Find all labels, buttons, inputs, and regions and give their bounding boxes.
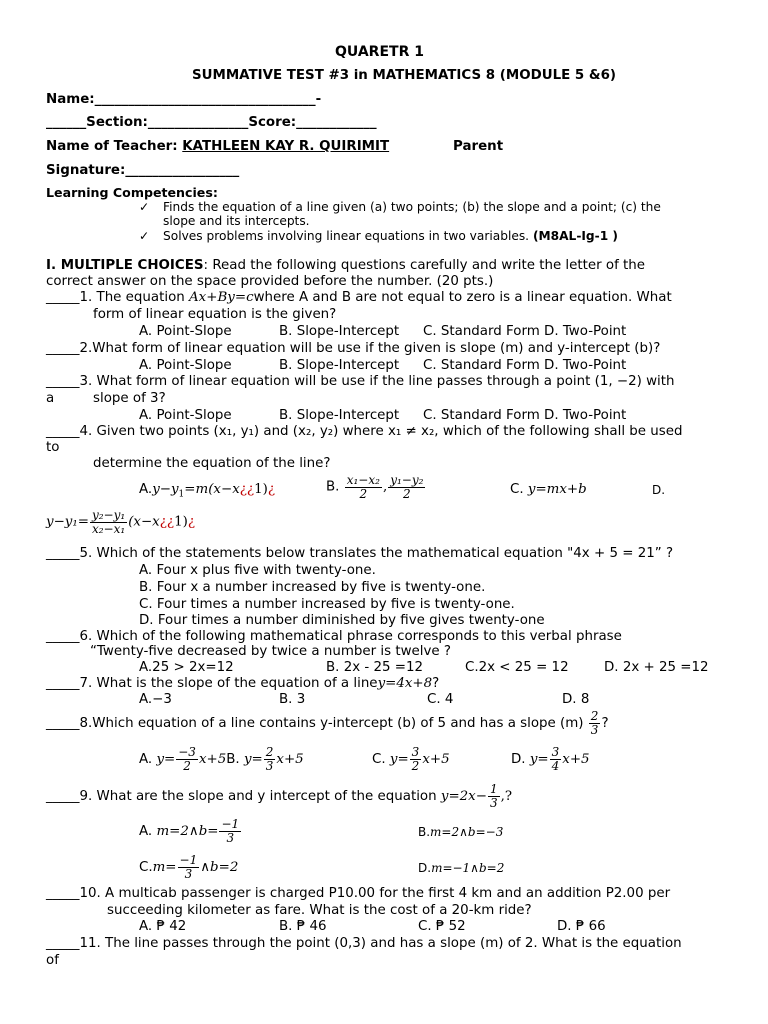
fraction-denominator: 3 [226,830,235,845]
fraction-denominator: 2 [359,487,368,501]
fraction-numerator: 2 [590,708,599,723]
question-5 [46,546,673,562]
q10-option-d: D. ₱ 66 [557,919,606,934]
teacher-name: KATHLEEN KAY R. QUIRIMIT [182,139,390,154]
q10-line-2: succeeding kilometer as fare. What is the cost of a 20-km ride? [107,903,532,918]
q9-option-a-frac [219,818,241,845]
q3-option-a: A. Point-Slope [139,408,232,423]
q4-option-c-label: C. [510,482,524,497]
q8-question-mark: ? [601,716,609,731]
answer-blank[interactable]: _____ [46,936,80,951]
q10-option-c: C. ₱ 52 [418,919,466,934]
q9-option-a-label: A. [139,824,153,839]
q9-option-d [418,860,504,876]
fraction-denominator: 3 [184,866,193,881]
q4-line-3: determine the equation of the line? [93,456,331,471]
fraction-numerator: 1 [489,781,498,796]
q3-line-2-a: a [46,391,55,406]
q5-text: 5. Which of the statements below translates the mathematical equation "4x + 5 = 21” ? [79,546,674,561]
question-8 [46,709,609,739]
q4-option-b-frac-1 [345,474,382,501]
signature-field: Signature:_________________ [46,163,240,178]
fraction-denominator: x₂−x₁ [91,522,126,536]
q9-option-b [418,824,503,840]
q4-option-d-rhs2: 1) [174,514,188,530]
q8-option-c [372,744,450,776]
q1-text-post: where A and B are not equal to zero is a linear equation. What [253,290,672,305]
q7-option-b: B. 3 [279,692,306,707]
fraction-numerator: x₁−x₂ [346,473,380,487]
q4-option-a-eq3: 1) [254,482,268,497]
q4-text: 4. Given two points (x₁, y₁) and (x₂, y₂) where x₁ ≠ x₂, which of the following shall be used [79,424,683,439]
q4-option-a-broken: ¿¿ [239,482,255,497]
q1-option-cd: C. Standard Form D. Two-Point [423,324,627,339]
q8-option-d-rhs: x+5 [562,752,590,767]
fraction-denominator: 4 [551,758,560,773]
fraction-numerator: −1 [221,816,240,831]
fraction-denominator: 2 [403,487,411,501]
q3-option-cd: C. Standard Form D. Two-Point [423,408,627,423]
q9-option-c-frac [178,854,200,881]
fraction-numerator: y₁−y₂ [390,473,424,487]
competencies-heading: Learning Competencies: [46,185,218,200]
quarter-heading: QUARETR 1 [335,44,424,60]
answer-blank[interactable]: _____ [46,290,80,305]
q7-option-a: A.−3 [139,692,172,707]
q8-text: 8.Which equation of a line contains y-intercept (b) of 5 and has a slope (m) [79,716,588,731]
q1-line-2: form of linear equation is the given? [93,307,337,322]
question-7 [46,676,439,692]
question-6 [46,629,622,645]
q5-option-c: C. Four times a number increased by five is twenty-one. [139,597,515,612]
answer-blank[interactable]: _____ [46,546,80,561]
q9-eq-frac [488,783,500,810]
section-1-intro-line-1: : Read the following questions carefully and write the letter of the [203,258,646,273]
fraction-numerator: −3 [178,744,196,759]
q9-option-a-eq: m=2∧b= [156,824,219,839]
q9-option-c [139,852,238,884]
q4-option-d-broken: ¿¿ [159,514,175,530]
q4-option-a-broken2: ¿ [267,482,276,497]
answer-blank[interactable]: _____ [46,424,80,439]
q3-line-2: slope of 3? [93,391,166,406]
q9-option-d-eq: m=−1∧b=2 [431,861,505,875]
competency-1-line-2: slope and its intercepts. [163,214,310,228]
q7-text: 7. What is the slope of the equation of a line [79,676,378,691]
question-3 [46,374,675,390]
q8-option-d [511,744,590,776]
test-title: SUMMATIVE TEST #3 in MATHEMATICS 8 (MODULE 5 &6) [192,68,616,83]
q8-option-c-frac [410,746,422,773]
q9-option-b-label: B. [418,825,431,839]
q4-option-a-label: A. [139,482,153,497]
competency-1-line-1: Finds the equation of a line given (a) two points; (b) the slope and a point; (c) the [163,200,661,214]
answer-blank[interactable]: _____ [46,886,80,901]
fraction-denominator: 3 [265,758,274,773]
section-score-field: ______Section:_______________Score:____________ [46,115,377,130]
fraction-denominator: 2 [411,758,420,773]
answer-blank[interactable]: _____ [46,341,80,356]
q6-line-2: “Twenty-five decreased by twice a number is twelve ? [90,644,452,659]
q6-option-c: C.2x < 25 = 12 [465,660,569,675]
q9-text: 9. What are the slope and y intercept of the equation [79,789,441,804]
answer-blank[interactable]: _____ [46,789,80,804]
question-9 [46,781,512,813]
q11-text: 11. The line passes through the point (0,3) and has a slope (m) of 2. What is the equation [79,936,682,951]
name-field: Name:_________________________________- [46,92,322,107]
q2-option-cd: C. Standard Form D. Two-Point [423,358,627,373]
q10-option-a: A. ₱ 42 [139,919,187,934]
q7-equation: y=4x+8 [377,676,433,691]
q4-option-a-sub: 1 [178,489,185,500]
q7-option-c: C. 4 [427,692,454,707]
q4-option-a-eq: y−y [152,482,179,497]
question-11 [46,936,682,952]
parent-label: Parent [453,139,504,154]
q1-text: 1. The equation [79,290,190,305]
fraction-numerator: 3 [551,744,560,759]
section-1-intro [46,258,645,274]
q4-option-d-rhs: (x−x [128,514,160,530]
q4-option-b [326,474,426,501]
q9-eq-post: ,? [500,789,513,804]
q6-option-d: D. 2x + 25 =12 [604,660,709,675]
q8-option-a-lhs: y= [156,752,176,767]
q4-option-d-label: D. [652,483,666,497]
section-1-intro-line-2: correct answer on the space provided before the number. (20 pts.) [46,274,494,289]
q6-option-a: A.25 > 2x=12 [139,660,234,675]
q8-option-d-lhs: y= [529,752,549,767]
q4-option-b-label: B. [326,479,340,495]
q8-option-c-lhs: y= [389,752,409,767]
q8-option-b-frac [264,746,276,773]
q2-text: 2.What form of linear equation will be use if the given is slope (m) and y-intercept (b)? [79,341,661,356]
fraction-denominator: 3 [590,722,599,737]
q10-text: 10. A multicab passenger is charged P10.00 for the first 4 km and an addition P2.00 per [79,886,671,901]
q10-option-b: B. ₱ 46 [279,919,327,934]
q4-option-a-eq2: =m(x−x [184,482,240,497]
question-4 [46,424,683,440]
fraction-numerator: 2 [265,744,274,759]
q9-option-c-eq: m= [152,860,177,875]
teacher-label: Name of Teacher: [46,139,183,154]
q4-option-a [139,482,275,503]
q4-option-b-comma: , [382,479,388,495]
question-10 [46,886,670,902]
q6-text: 6. Which of the following mathematical phrase corresponds to this verbal phrase [79,629,622,644]
fraction-numerator: −1 [179,852,198,867]
q2-option-a: A. Point-Slope [139,358,232,373]
q8-option-a [139,744,304,776]
q8-option-c-rhs: x+5 [422,752,450,767]
q5-option-a: A. Four x plus five with twenty-one. [139,563,376,578]
q5-option-d: D. Four times a number diminished by five gives twenty-one [139,613,545,628]
q11-line-2: of [46,953,59,968]
q4-option-d-lhs: y−y₁= [46,514,89,530]
q5-option-b: B. Four x a number increased by five is twenty-one. [139,580,486,595]
q1-option-b: B. Slope-Intercept [279,324,400,339]
q8-option-b-rhs: x+5 [276,752,304,767]
q3-option-b: B. Slope-Intercept [279,408,400,423]
q1-equation: Ax+By=c [189,290,254,305]
q4-option-d-broken2: ¿ [187,514,196,530]
q4-option-c [510,482,587,498]
q9-option-d-label: D. [418,861,432,875]
competency-2-text: Solves problems involving linear equations in two variables. [163,229,533,243]
competency-2 [163,228,618,244]
q9-eq-lhs: y=2x− [440,789,487,804]
fraction-numerator: y₂−y₁ [91,508,126,522]
q3-text: 3. What form of linear equation will be use if the line passes through a point (1, −2) with [79,374,675,389]
check-icon: ✓ [139,200,150,214]
q8-option-a-label: A. [139,752,153,767]
answer-blank[interactable]: _____ [46,374,80,389]
q4-line-2: to [46,440,60,455]
fraction-numerator: 3 [411,744,420,759]
q8-option-b-lhs: y= [243,752,263,767]
q8-option-a-rhs: x+5 [198,752,227,767]
q8-option-a-frac [176,746,198,773]
answer-blank[interactable]: _____ [46,676,80,691]
q8-option-d-label: D. [511,752,526,767]
answer-blank[interactable]: _____ [46,629,80,644]
q8-slope-frac [589,710,601,737]
check-icon: ✓ [139,229,150,243]
q7-option-d: D. 8 [562,692,590,707]
fraction-denominator: 3 [489,795,498,810]
q8-option-d-frac [550,746,562,773]
competency-2-code: (M8AL-Ig-1 ) [532,229,618,243]
q4-option-d [46,509,195,536]
section-1-heading: I. MULTIPLE CHOICES [46,258,204,273]
q9-option-c-label: C. [139,860,153,875]
q8-option-c-label: C. [372,752,386,767]
q4-option-b-frac-2 [388,474,425,501]
q4-option-c-eq: y=mx+b [527,482,587,497]
q4-option-d-frac [90,509,127,536]
q2-option-b: B. Slope-Intercept [279,358,400,373]
answer-blank[interactable]: _____ [46,716,80,731]
teacher-row [46,139,389,155]
question-2 [46,341,660,357]
q9-option-b-eq: m=2∧b=−3 [430,825,504,839]
q9-option-c-eq2: ∧b=2 [200,860,239,875]
q9-option-a [139,816,242,848]
question-1 [46,290,672,306]
q6-option-b: B. 2x - 25 =12 [326,660,424,675]
q7-text-post: ? [432,676,440,691]
q1-option-a: A. Point-Slope [139,324,232,339]
q8-option-b-label: B. [226,752,240,767]
fraction-denominator: 2 [183,758,191,773]
